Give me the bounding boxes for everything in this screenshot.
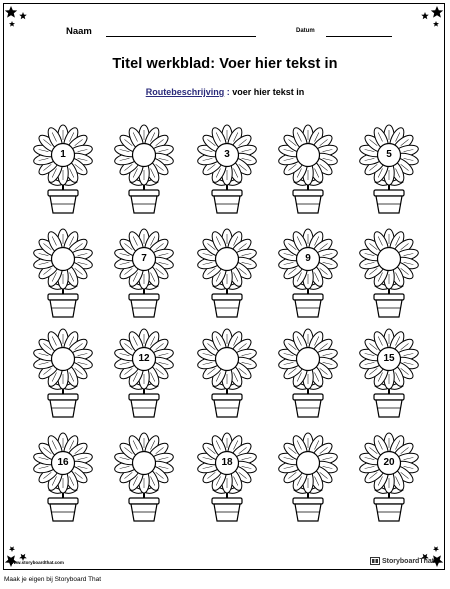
flower-14 <box>277 322 339 422</box>
flower-8 <box>196 222 258 322</box>
flower-number[interactable]: 5 <box>386 149 392 160</box>
brand-name: StoryboardThat <box>382 557 435 565</box>
flower-icon <box>32 426 94 526</box>
flower-2 <box>113 118 175 218</box>
flower-16 <box>32 426 94 526</box>
flower-17 <box>113 426 175 526</box>
flower-number[interactable]: 3 <box>224 149 230 160</box>
flower-number[interactable]: 7 <box>141 253 147 264</box>
flower-12 <box>113 322 175 422</box>
flower-18 <box>196 426 258 526</box>
flower-icon <box>113 426 175 526</box>
flower-13 <box>196 322 258 422</box>
flower-15 <box>358 322 420 422</box>
flower-icon <box>113 118 175 218</box>
flower-icon <box>358 222 420 322</box>
flower-19 <box>277 426 339 526</box>
flower-icon <box>113 322 175 422</box>
flower-1 <box>32 118 94 218</box>
directions-label: Routebeschrijving <box>145 87 225 97</box>
flower-icon <box>32 322 94 422</box>
flower-11 <box>32 322 94 422</box>
flower-icon <box>277 118 339 218</box>
flower-icon <box>196 426 258 526</box>
flower-icon <box>113 222 175 322</box>
flower-icon <box>196 322 258 422</box>
flower-10 <box>358 222 420 322</box>
flower-icon <box>358 322 420 422</box>
flower-icon <box>196 118 258 218</box>
flower-6 <box>32 222 94 322</box>
worksheet-title: Titel werkblad: Voer hier tekst in <box>112 56 338 72</box>
credit-link[interactable]: Maak je eigen bij Storyboard That <box>4 576 102 583</box>
directions-text: voer hier tekst in <box>232 87 305 97</box>
flower-number[interactable]: 9 <box>305 253 311 264</box>
flower-5 <box>358 118 420 218</box>
flower-icon <box>358 118 420 218</box>
flower-number[interactable]: 12 <box>138 353 150 364</box>
flower-icon <box>277 426 339 526</box>
flower-icon <box>32 118 94 218</box>
flower-number[interactable]: 20 <box>383 457 395 468</box>
flower-icon <box>32 222 94 322</box>
flower-4 <box>277 118 339 218</box>
flower-icon <box>196 222 258 322</box>
flower-20 <box>358 426 420 526</box>
flower-number[interactable]: 1 <box>60 149 66 160</box>
storyboard-icon <box>370 557 380 565</box>
flower-number[interactable]: 15 <box>383 353 395 364</box>
flower-number[interactable]: 16 <box>57 457 69 468</box>
flower-icon <box>277 322 339 422</box>
flower-9 <box>277 222 339 322</box>
flower-number[interactable]: 18 <box>221 457 233 468</box>
footer-url: www.storyboardthat.com <box>10 560 64 565</box>
flower-7 <box>113 222 175 322</box>
flower-3 <box>196 118 258 218</box>
name-label: Naam <box>66 26 92 37</box>
flower-icon <box>358 426 420 526</box>
flower-icon <box>277 222 339 322</box>
date-label: Datum <box>296 28 315 34</box>
directions-separator: : <box>224 87 233 97</box>
brand-logo <box>370 557 434 565</box>
